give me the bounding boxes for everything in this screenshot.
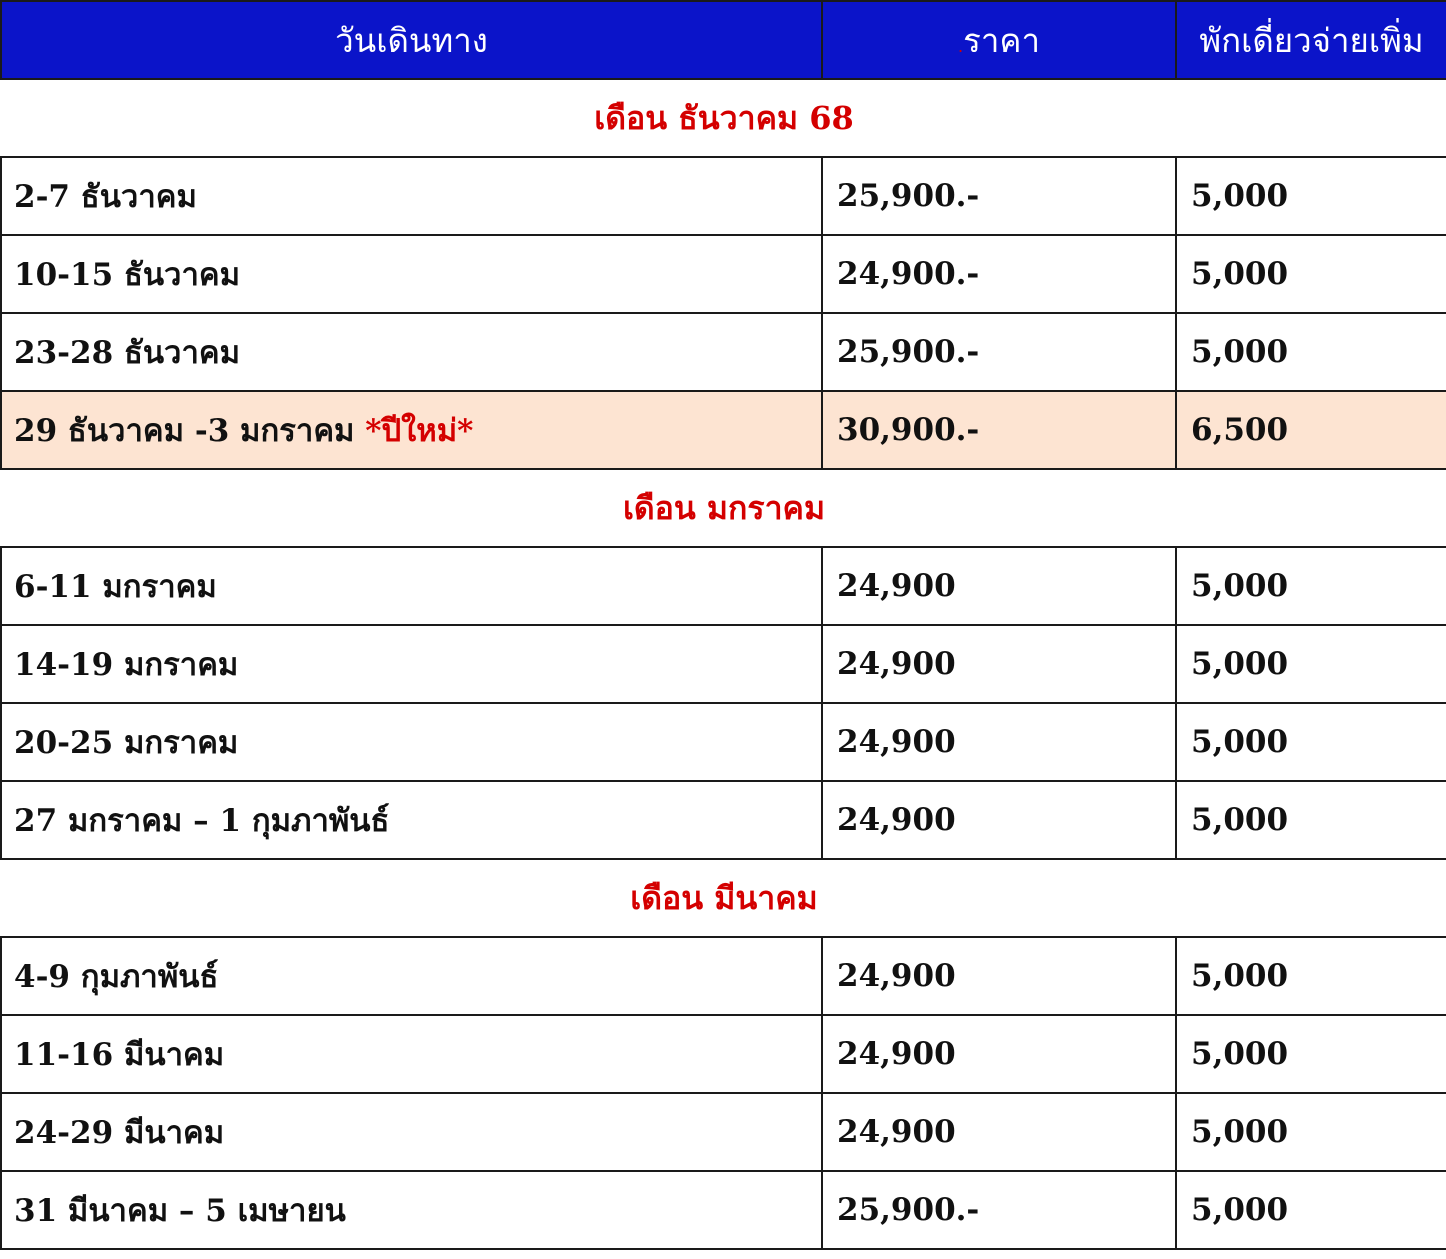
month-label: เดือน มีนาคม xyxy=(1,859,1446,937)
single-supplement: 5,000 xyxy=(1176,313,1446,391)
price: 25,900.- xyxy=(822,157,1176,235)
single-supplement: 5,000 xyxy=(1176,703,1446,781)
single-supplement: 5,000 xyxy=(1176,1171,1446,1249)
single-supplement: 5,000 xyxy=(1176,625,1446,703)
table-row xyxy=(1,547,1446,625)
travel-date: 14-19 มกราคม xyxy=(1,625,822,703)
month-row xyxy=(1,469,1446,547)
table-row xyxy=(1,1093,1446,1171)
month-row xyxy=(1,79,1446,157)
single-supplement: 6,500 xyxy=(1176,391,1446,469)
travel-date: 2-7 ธันวาคม xyxy=(1,157,822,235)
travel-date: 24-29 มีนาคม xyxy=(1,1093,822,1171)
travel-date: 27 มกราคม – 1 กุมภาพันธ์ xyxy=(1,781,822,859)
price: 24,900 xyxy=(822,937,1176,1015)
single-supplement: 5,000 xyxy=(1176,1093,1446,1171)
single-supplement: 5,000 xyxy=(1176,1015,1446,1093)
table-row-highlighted xyxy=(1,391,1446,469)
travel-date: 31 มีนาคม – 5 เมษายน xyxy=(1,1171,822,1249)
month-row xyxy=(1,859,1446,937)
single-supplement: 5,000 xyxy=(1176,235,1446,313)
header-price-label: ราคา xyxy=(963,20,1040,60)
price: 30,900.- xyxy=(822,391,1176,469)
table-row xyxy=(1,1015,1446,1093)
single-supplement: 5,000 xyxy=(1176,781,1446,859)
header-price-dot: . xyxy=(958,36,964,56)
table-row xyxy=(1,937,1446,1015)
price: 24,900 xyxy=(822,1093,1176,1171)
price: 24,900.- xyxy=(822,235,1176,313)
price: 25,900.- xyxy=(822,313,1176,391)
table-row xyxy=(1,157,1446,235)
price: 24,900 xyxy=(822,781,1176,859)
travel-date: 20-25 มกราคม xyxy=(1,703,822,781)
month-label: เดือน ธันวาคม 68 xyxy=(1,79,1446,157)
header-single-supplement: พักเดี่ยวจ่ายเพิ่ม xyxy=(1176,1,1446,79)
travel-date: 6-11 มกราคม xyxy=(1,547,822,625)
table-row xyxy=(1,703,1446,781)
travel-date: 10-15 ธันวาคม xyxy=(1,235,822,313)
price: 24,900 xyxy=(822,703,1176,781)
travel-date-text: 29 ธันวาคม -3 มกราคม xyxy=(14,413,366,449)
price: 24,900 xyxy=(822,625,1176,703)
price: 24,900 xyxy=(822,547,1176,625)
table-row xyxy=(1,781,1446,859)
travel-date: 23-28 ธันวาคม xyxy=(1,313,822,391)
travel-date: 4-9 กุมภาพันธ์ xyxy=(1,937,822,1015)
price: 24,900 xyxy=(822,1015,1176,1093)
header-row xyxy=(1,1,1446,79)
single-supplement: 5,000 xyxy=(1176,157,1446,235)
table-row xyxy=(1,1171,1446,1249)
header-price xyxy=(822,1,1176,79)
table-row xyxy=(1,625,1446,703)
travel-date: 11-16 มีนาคม xyxy=(1,1015,822,1093)
month-label: เดือน มกราคม xyxy=(1,469,1446,547)
table-row xyxy=(1,235,1446,313)
header-date: วันเดินทาง xyxy=(1,1,822,79)
new-year-note: *ปีใหม่* xyxy=(365,413,474,449)
single-supplement: 5,000 xyxy=(1176,547,1446,625)
travel-date xyxy=(1,391,822,469)
single-supplement: 5,000 xyxy=(1176,937,1446,1015)
table-row xyxy=(1,313,1446,391)
price: 25,900.- xyxy=(822,1171,1176,1249)
